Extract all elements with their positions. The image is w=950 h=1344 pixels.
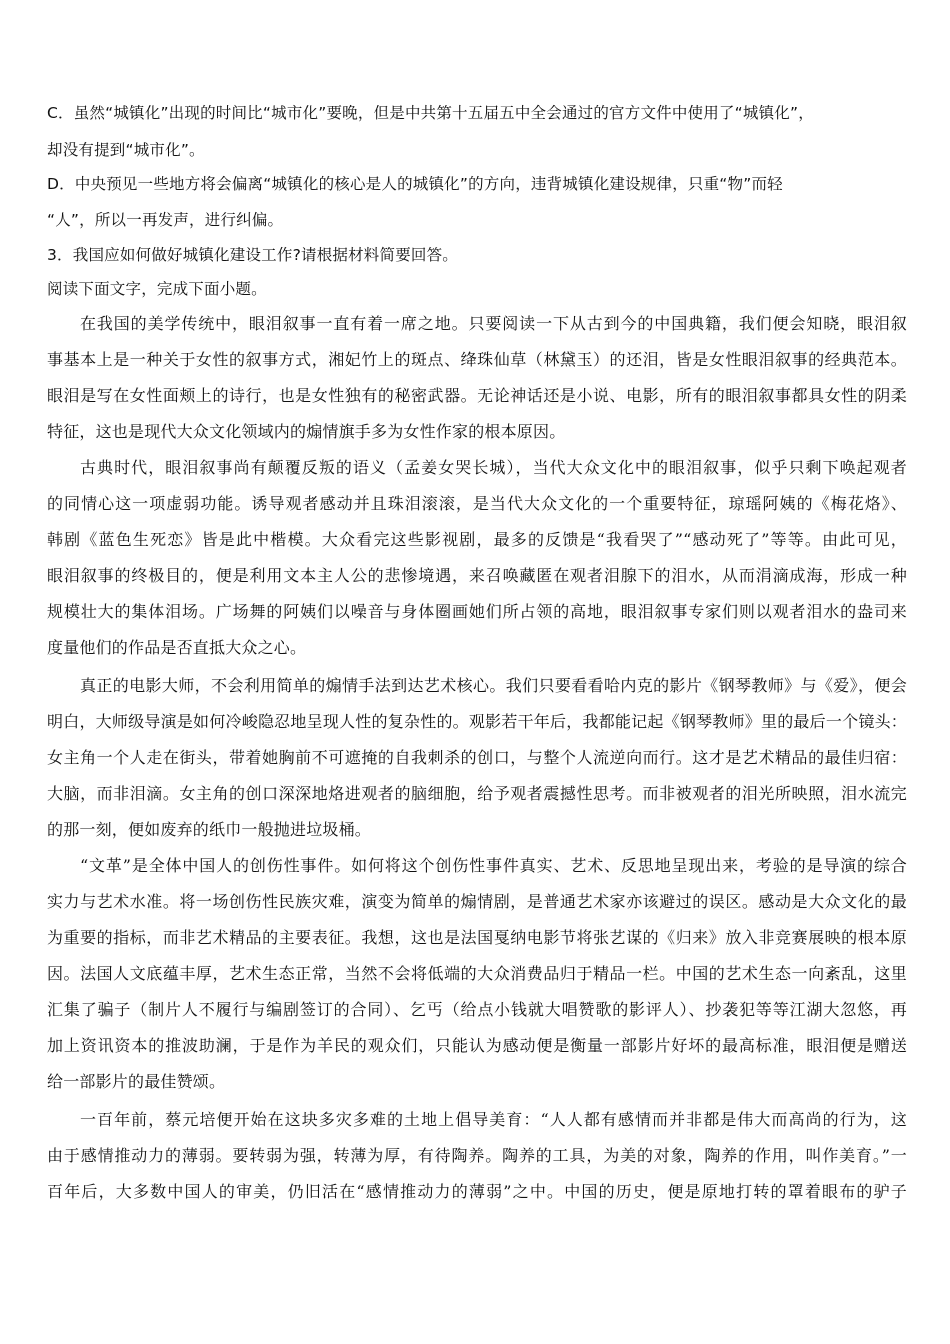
paragraph-5-line-3: 百年后，大多数中国人的审美，仍旧活在“感情推动力的薄弱”之中。中国的历史，便是原地打转的罩着眼布的驴子 <box>47 1182 907 1201</box>
paragraph-2-line-1: 古典时代，眼泪叙事尚有颠覆反叛的语义（孟姜女哭长城），当代大众文化中的眼泪叙事，似乎只剩下唤起观者 <box>80 458 907 477</box>
paragraph-4-line-6: 加上资讯资本的推波助澜，于是作为羊民的观众们，只能认为感动便是衡量一部影片好坏的最高标准，眼泪便是赠送 <box>47 1036 907 1055</box>
paragraph-3-line-2: 明白，大师级导演是如何冷峻隐忍地呈现人性的复杂性的。观影若干年后，我都能记起《钢琴教师》里的最后一个镜头： <box>47 712 907 731</box>
paragraph-2-line-5: 规模壮大的集体泪场。广场舞的阿姨们以噪音与身体圈画她们所占领的高地，眼泪叙事专家们则以观者泪水的盎司来 <box>47 602 907 621</box>
paragraph-1-line-4: 特征，这也是现代大众文化领域内的煽情旗手多为女性作家的根本原因。 <box>47 422 566 441</box>
paragraph-2-line-3: 韩剧《蓝色生死恋》皆是此中楷模。大众看完这些影视剧，最多的反馈是“我看哭了”“感动死了”等等。由此可见， <box>47 530 907 549</box>
paragraph-1-line-2: 事基本上是一种关于女性的叙事方式，湘妃竹上的斑点、绛珠仙草（林黛玉）的还泪，皆是女性眼泪叙事的经典范本。 <box>47 350 907 369</box>
paragraph-5-line-2: 由于感情推动力的薄弱。要转弱为强，转薄为厚，有待陶养。陶养的工具，为美的对象，陶养的作用，叫作美育。”一 <box>47 1146 907 1165</box>
paragraph-3-line-1: 真正的电影大师，不会利用简单的煽情手法到达艺术核心。我们只要看看哈内克的影片《钢琴教师》与《爱》，便会 <box>80 676 907 695</box>
paragraph-4-line-2: 实力与艺术水准。将一场创伤性民族灾难，演变为简单的煽情剧，是普通艺术家亦该避过的误区。感动是大众文化的最 <box>47 892 907 911</box>
paragraph-3-line-5: 的那一刻，便如废弃的纸巾一般抛进垃圾桶。 <box>47 820 372 839</box>
option-d-line-2: “人”，所以一再发声，进行纠偏。 <box>47 211 284 229</box>
paragraph-1-line-1: 在我国的美学传统中，眼泪叙事一直有着一席之地。只要阅读一下从古到今的中国典籍，我们便会知晓，眼泪叙 <box>80 314 907 333</box>
paragraph-2-line-6: 度量他们的作品是否直抵大众之心。 <box>47 638 307 657</box>
paragraph-3-line-3: 女主角一个人走在街头，带着她胸前不可遮掩的自我刺杀的创口，与整个人流逆向而行。这才是艺术精品的最佳归宿： <box>47 748 907 767</box>
paragraph-4-line-3: 为重要的指标，而非艺术精品的主要表征。我想，这也是法国戛纳电影节将张艺谋的《归来》放入非竞赛展映的根本原 <box>47 928 907 947</box>
paragraph-4-line-4: 因。法国人文底蕴丰厚，艺术生态正常，当然不会将低端的大众消费品归于精品一栏。中国的艺术生态一向紊乱，这里 <box>47 964 907 983</box>
option-c-line-2: 却没有提到“城市化”。 <box>47 141 205 159</box>
question-3: 3．我国应如何做好城镇化建设工作?请根据材料简要回答。 <box>47 246 458 264</box>
paragraph-2-line-2: 的同情心这一项虚弱功能。诱导观者感动并且珠泪滚滚，是当代大众文化的一个重要特征，琼瑶阿姨的《梅花烙》、 <box>47 494 907 513</box>
paragraph-2-line-4: 眼泪叙事的终极目的，便是利用文本主人公的悲惨境遇，来召唤藏匿在观者泪腺下的泪水，从而涓滴成海，形成一种 <box>47 566 907 585</box>
paragraph-3-line-4: 大脑，而非泪滴。女主角的创口深深地烙进观者的脑细胞，给予观者震撼性思考。而非被观者的泪光所映照，泪水流完 <box>47 784 907 803</box>
paragraph-5-line-1: 一百年前，蔡元培便开始在这块多灾多难的土地上倡导美育：“人人都有感情而并非都是伟大而高尚的行为，这 <box>80 1110 907 1129</box>
paragraph-4-line-5: 汇集了骗子（制片人不履行与编剧签订的合同）、乞丐（给点小钱就大唱赞歌的影评人）、抄袭犯等等江湖大忽悠，再 <box>47 1000 907 1019</box>
reading-instruction: 阅读下面文字，完成下面小题。 <box>47 280 267 298</box>
paragraph-4-line-1: “文革”是全体中国人的创伤性事件。如何将这个创伤性事件真实、艺术、反思地呈现出来，考验的是导演的综合 <box>80 856 907 875</box>
option-c-line-1: C．虽然“城镇化”出现的时间比“城市化”要晚，但是中共第十五届五中全会通过的官方文件中使用了“城镇化”， <box>47 104 814 122</box>
paragraph-4-line-7: 给一部影片的最佳赞颂。 <box>47 1072 226 1091</box>
paragraph-1-line-3: 眼泪是写在女性面颊上的诗行，也是女性独有的秘密武器。无论神话还是小说、电影，所有的眼泪叙事都具女性的阴柔 <box>47 386 907 405</box>
option-d-line-1: D．中央预见一些地方将会偏离“城镇化的核心是人的城镇化”的方向，违背城镇化建设规律，只重“物”而轻 <box>47 175 783 193</box>
